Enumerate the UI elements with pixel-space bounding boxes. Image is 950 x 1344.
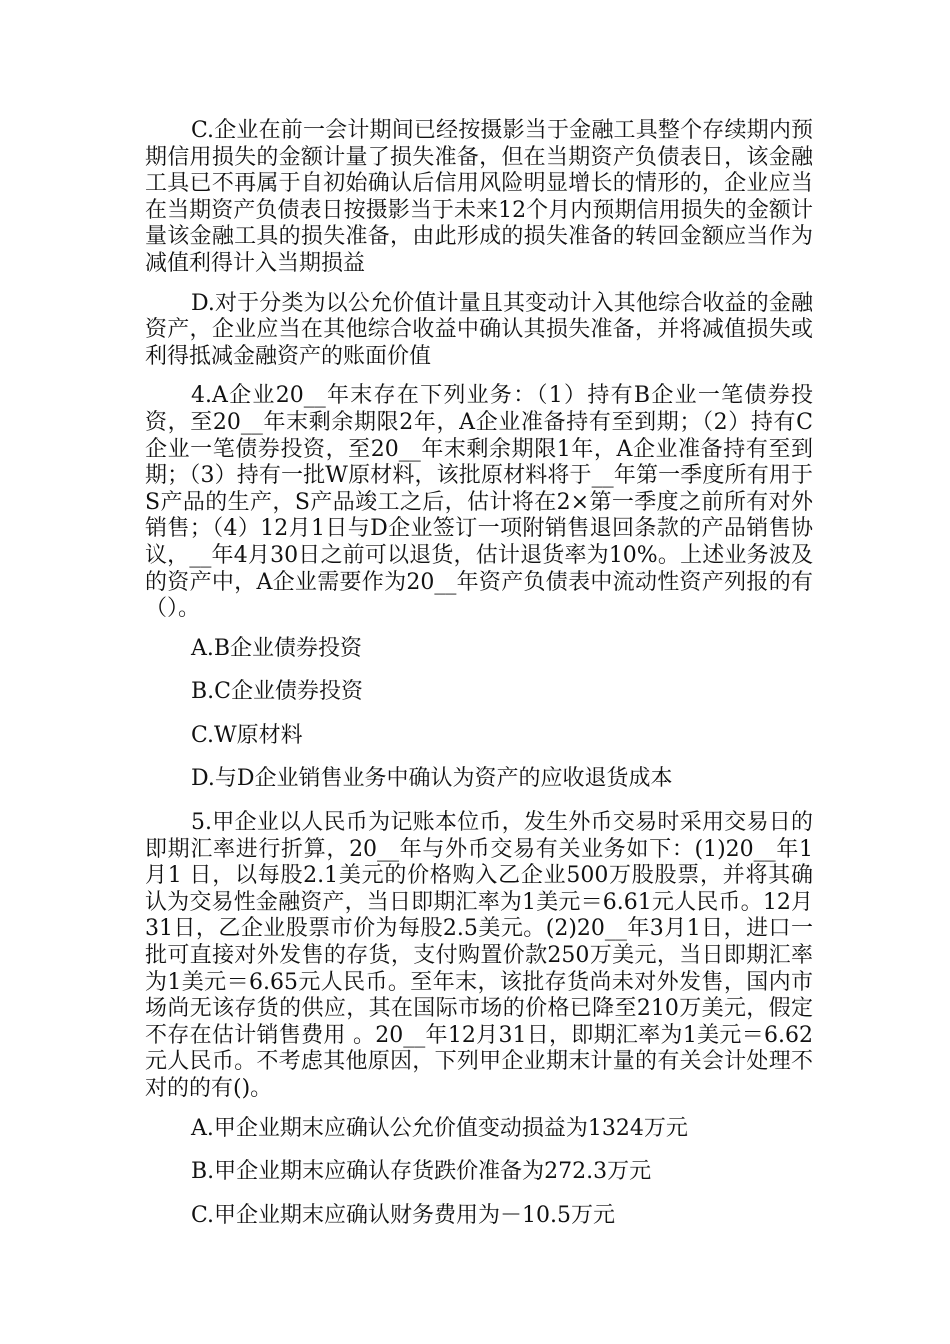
question-4-option-a: A.B企业债券投资 [191,635,363,661]
question-5-stem: 5.甲企业以人民币为记账本位币，发生外币交易时采用交易日的即期汇率进行折算，20__年与外币交易有关业务如下：(1)20__年1月1 日，以每股2.1美元的价格购入乙企业500万股股票，并将其确认为交易性金融资产，当日即期汇率为1美元＝6.61元人民币。12月31日，乙企业股票市价为每股2.5美元。(2)20__年3月1日，进口一批可直接对外发售的存货，支付购置价款250万美元，当日即期汇率为1美元＝6.65元人民币。至年末，该批存货尚未对外发售，国内市场尚无该存货的供应，其在国际市场的价格已降至210万美元，假定不存在估计销售费用 。20__年12月31日，即期汇率为1美元＝6.62元人民币。不考虑其他原因，下列甲企业期末计量的有关会计处理不对的的有()。 [145,810,813,1101]
question-3-option-d: D.对于分类为以公允价值计量且其变动计入其他综合收益的金融资产，企业应当在其他综合收益中确认其损失准备，并将减值损失或利得抵减金融资产的账面价值 [145,290,813,369]
question-3-option-c: C.企业在前一会计期间已经按摄影当于金融工具整个存续期内预期信用损失的金额计量了损失准备，但在当期资产负债表日，该金融工具已不再属于自初始确认后信用风险明显增长的情形的，企业应当在当期资产负债表日按摄影当于未来12个月内预期信用损失的金额计量该金融工具的损失准备，由此形成的损失准备的转回金额应当作为减值利得计入当期损益 [145,118,813,276]
document-page [145,118,813,1246]
question-4-stem: 4.A企业20__年末存在下列业务：（1）持有B企业一笔债券投资，至20__年末剩余期限2年，A企业准备持有至到期；（2）持有C企业一笔债券投资，至20__年末剩余期限1年，A企业准备持有至到期；（3）持有一批W原材料，该批原材料将于__年第一季度所有用于S产品的生产，S产品竣工之后，估计将在2×第一季度之前所有对外销售；（4）12月1日与D企业签订一项附销售退回条款的产品销售协议，__年4月30日之前可以退货，估计退货率为10%。上述业务波及的资产中，A企业需要作为20__年资产负债表中流动性资产列报的有（）。 [145,383,813,622]
question-4-option-b: B.C企业债券投资 [191,679,363,705]
question-4-option-c: C.W原材料 [191,722,303,748]
question-5-option-c: C.甲企业期末应确认财务费用为－10.5万元 [191,1202,616,1228]
question-5-option-b: B.甲企业期末应确认存货跌价准备为272.3万元 [191,1159,652,1185]
question-4-option-d: D.与D企业销售业务中确认为资产的应收退货成本 [191,766,673,792]
question-5-option-a: A.甲企业期末应确认公允价值变动损益为1324万元 [191,1115,688,1141]
